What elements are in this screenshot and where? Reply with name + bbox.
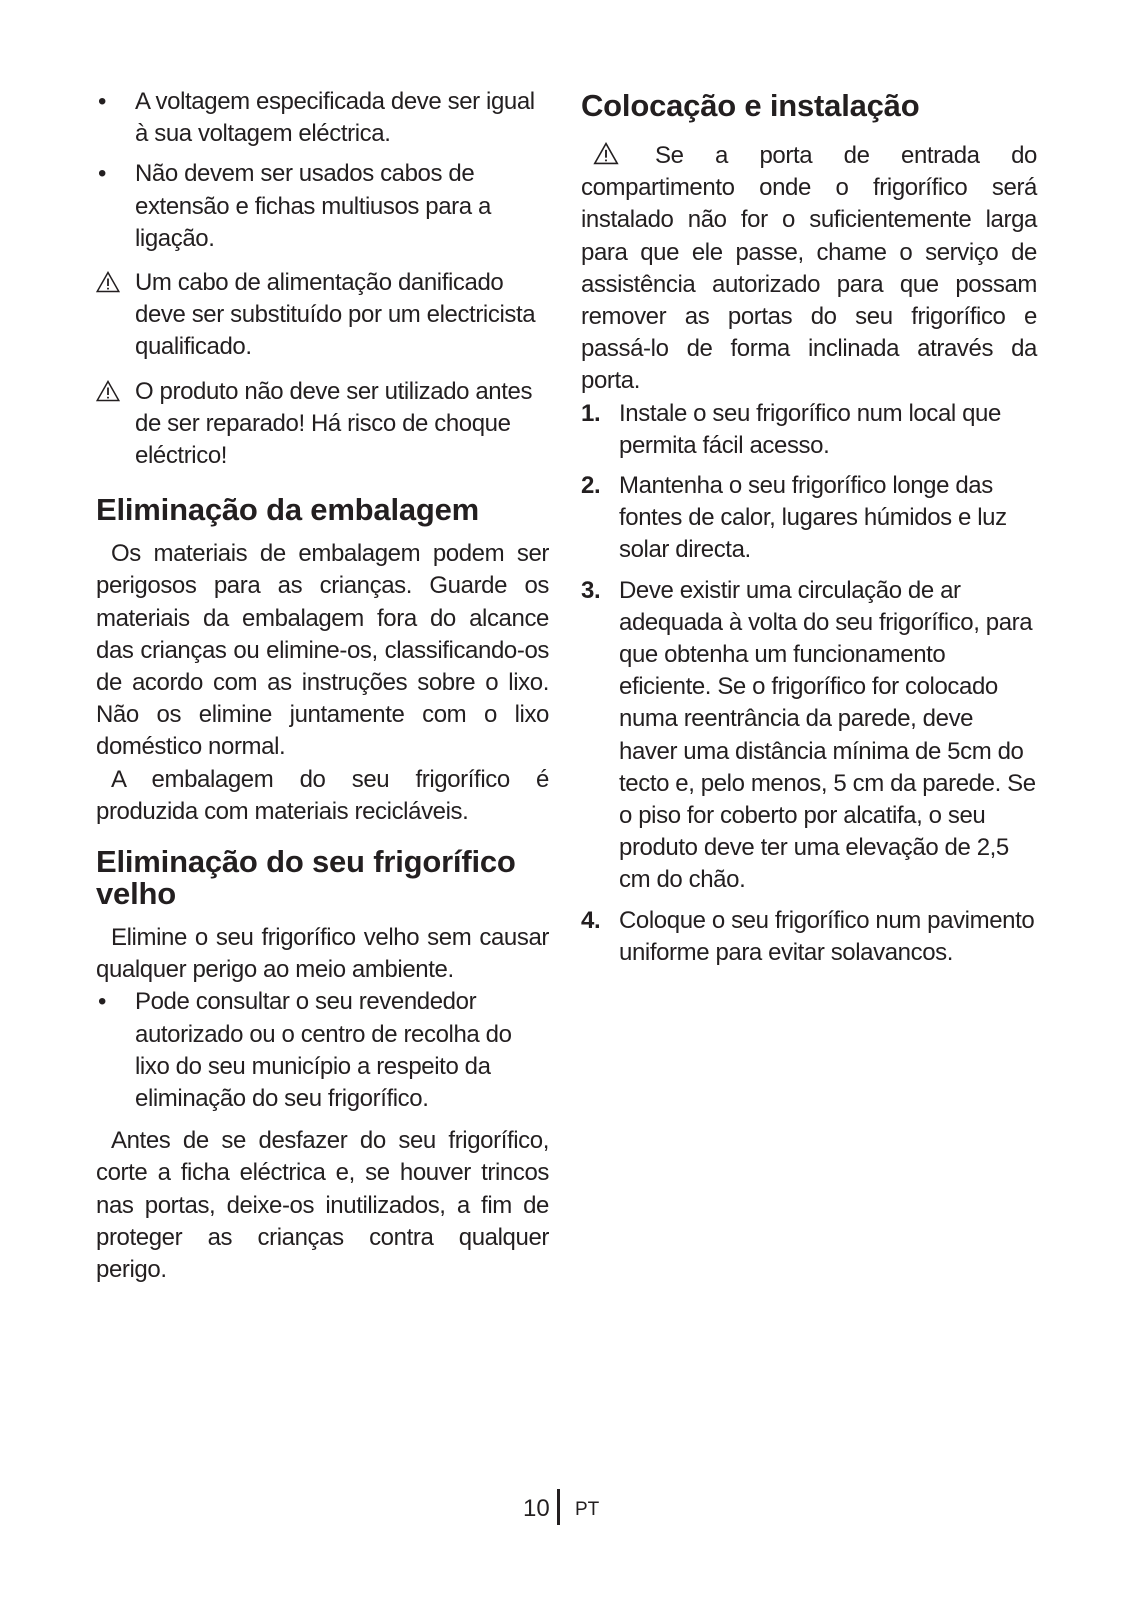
list-item xyxy=(581,398,1037,462)
installation-steps xyxy=(581,398,1037,969)
list-item xyxy=(581,575,1037,897)
step-number: 4. xyxy=(581,906,601,934)
heading-packaging-disposal: Eliminação da embalagem xyxy=(96,492,480,528)
paragraph: A embalagem do seu frigorífico é produzida com materiais recicláveis. xyxy=(96,765,549,825)
step-text: Instale o seu frigorífico num local que permita fácil acesso. xyxy=(619,399,1001,459)
step-text: Coloque o seu frigorífico num pavimento uniforme para evitar solavancos. xyxy=(619,906,1035,966)
page-separator xyxy=(557,1489,560,1525)
warning-note xyxy=(96,267,549,364)
step-number: 1. xyxy=(581,399,601,427)
bullet-item: • A voltagem especificada deve ser igual à sua voltagem eléctrica. xyxy=(96,86,549,150)
bullet-item: • Pode consultar o seu revendedor autorizado ou o centro de recolha do lixo do seu município a respeito da eliminação do seu frigorífico. xyxy=(96,986,549,1115)
bullet-item: • Não devem ser usados cabos de extensão e fichas multiusos para a ligação. xyxy=(96,158,549,255)
right-column xyxy=(581,86,1037,977)
warning-text: O produto não deve ser utilizado antes de ser reparado! Há risco de choque eléctrico! xyxy=(135,377,533,470)
heading-placement-installation: Colocação e instalação xyxy=(581,88,920,123)
warning-triangle-icon xyxy=(593,142,619,165)
heading-old-fridge-disposal: Eliminação do seu frigorífico velho xyxy=(96,844,516,912)
left-column xyxy=(96,86,549,1286)
warning-text: Um cabo de alimentação danificado deve ser substituído por um electricista qualificado. xyxy=(135,269,536,361)
list-item xyxy=(581,470,1037,567)
page-number: 10 xyxy=(523,1495,550,1522)
paragraph: Elimine o seu frigorífico velho sem causar qualquer perigo ao meio ambiente. xyxy=(96,924,549,984)
warning-note xyxy=(96,376,549,473)
list-item xyxy=(581,905,1037,969)
page-footer xyxy=(0,1489,1128,1529)
paragraph: Antes de se desfazer do seu frigorífico, corte a ficha eléctrica e, se houver trincos nas portas, deixe-os inutilizados, a fim de proteger as crianças contra qualquer perigo. xyxy=(96,1127,549,1284)
step-text: Mantenha o seu frigorífico longe das fontes de calor, lugares húmidos e luz solar directa. xyxy=(619,472,1007,564)
language-code: PT xyxy=(575,1499,600,1520)
paragraph: Os materiais de embalagem podem ser perigosos para as crianças. Guarde os materiais da embalagem fora do alcance das crianças ou elimine-os, classificando-os de acordo com as instruções sobre o lixo. Não os elimine juntamente com o lixo doméstico normal. xyxy=(96,540,549,761)
warning-triangle-icon xyxy=(96,380,120,402)
warning-note xyxy=(581,140,1037,398)
step-number: 3. xyxy=(581,576,601,604)
warning-triangle-icon xyxy=(96,271,120,293)
warning-text: Se a porta de entrada do compartimento onde o frigorífico será instalado não for o suficientemente larga para que ele passe, chame o serviço de assistência autorizado para que possam remover as portas do seu frigorífico e passá-lo de forma inclinada através da porta. xyxy=(581,142,1037,395)
step-number: 2. xyxy=(581,472,601,500)
step-text: Deve existir uma circulação de ar adequada à volta do seu frigorífico, para que obtenha um funcionamento eficiente. Se o frigorífico for colocado numa reentrância da parede, deve haver uma distância mínima de 5cm do tecto e, pelo menos, 5 cm da parede. Se o piso for coberto por alcatifa, o seu produto deve ter uma elevação de 2,5 cm do chão. xyxy=(619,576,1036,894)
